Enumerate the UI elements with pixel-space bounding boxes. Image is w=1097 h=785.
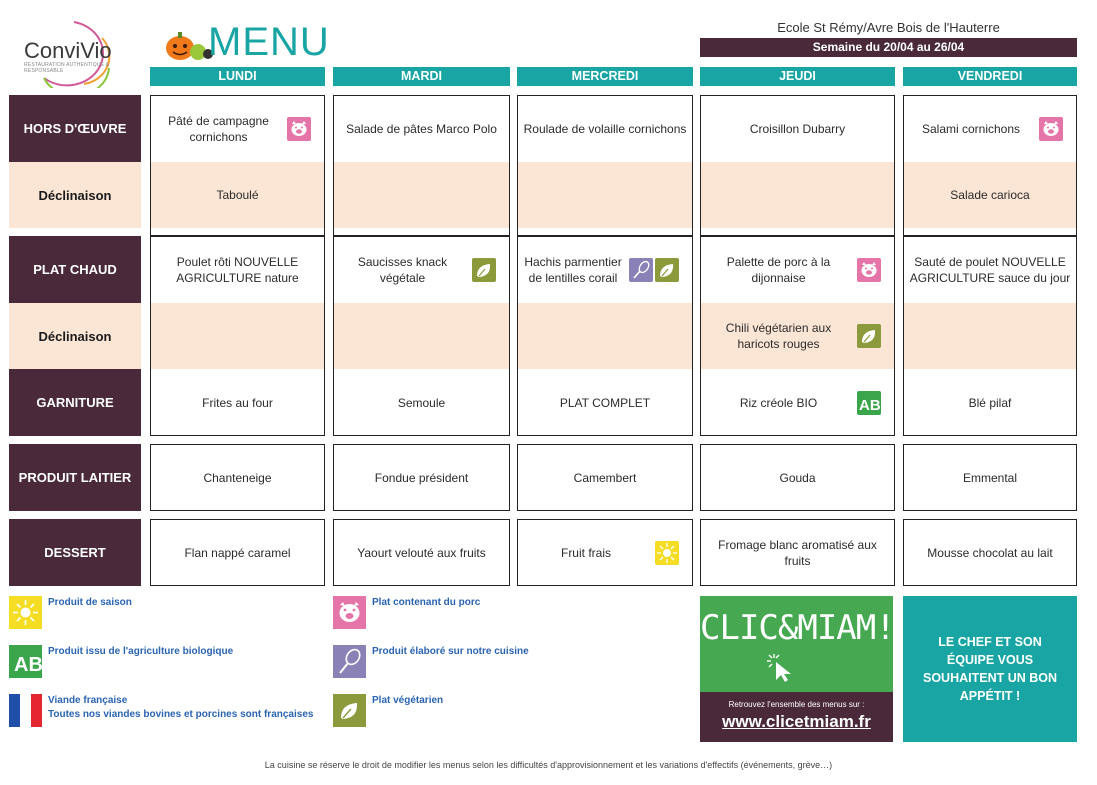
dish-name: Salade de pâtes Marco Polo [346,121,497,136]
svg-text:AB: AB [859,396,881,414]
legend-france-label [48,694,313,722]
pumpkin-icon [164,22,214,62]
menu-cell-garniture-mercredi [517,369,693,436]
dish-name: Poulet rôti NOUVELLE AGRICULTURE nature [176,254,299,285]
menu-cell-plat-chaud-declinaison-jeudi [700,303,895,369]
svg-text:AB: AB [14,654,42,676]
chef-message: LE CHEF ET SON ÉQUIPE VOUS SOUHAITENT UN BON APPÉTIT ! [903,596,1077,742]
legend-homemade-label: Produit élaboré sur notre cuisine [372,646,529,657]
dish-name: Fondue président [374,470,469,485]
legend-pork [333,596,480,629]
row-label-plat-chaud: PLAT CHAUD [9,236,141,303]
legend-pork-label: Plat contenant du porc [372,597,481,608]
pork-icon [857,258,881,282]
french-flag-icon [9,694,42,727]
legend-vegetarian [333,694,443,727]
dish-name: Chili végétarien aux haricots rouges [725,321,832,351]
dish-name: Salade carioca [950,188,1030,202]
dish-name: Chanteneige [203,470,272,485]
vegetarian-icon [857,324,881,348]
homemade-icon [333,645,366,678]
dish-name: Roulade de volaille cornichons [523,121,687,136]
menu-cell-produit-laitier-lundi [150,444,325,511]
dish-name: Camembert [573,470,637,485]
brand-name: ConviVio [24,38,112,63]
row-label-declinaison-1: Déclinaison [9,162,141,228]
day-header-lundi: LUNDI [150,67,325,86]
pork-icon [333,596,366,629]
menu-cell-hors-doeuvre-declinaison-jeudi [700,162,895,228]
menu-cell-hors-doeuvre-mercredi [517,95,693,162]
dish-name: Croisillon Dubarry [749,121,846,136]
menu-cell-dessert-jeudi [700,519,895,586]
row-label-declinaison-2: Déclinaison [9,303,141,369]
homemade-icon [629,258,653,282]
day-header-jeudi: JEUDI [700,67,895,86]
footer-disclaimer: La cuisine se réserve le droit de modifier les menus selon les difficultés d'approvisionnement et les variations d'effectifs (événements, grève…) [264,760,833,770]
legend-season [9,596,132,629]
dish-name: Frites au four [202,395,273,410]
menu-title [164,22,330,62]
menu-cell-garniture-lundi [150,369,325,436]
dish-name: Taboulé [216,188,259,202]
menu-cell-hors-doeuvre-declinaison-vendredi [903,162,1077,228]
row-label-hors-doeuvre: HORS D'ŒUVRE [9,95,141,162]
menu-cell-hors-doeuvre-declinaison-lundi [150,162,325,228]
legend-bio-label: Produit issu de l'agriculture biologique [48,646,234,657]
dish-name: Pâté de campagne cornichons [168,113,269,144]
pork-icon [1039,117,1063,141]
menu-cell-plat-chaud-mercredi [517,236,693,303]
pork-icon [287,117,311,141]
row-label-garniture: GARNITURE [9,369,141,436]
organic-icon [9,645,42,678]
legend-vegetarian-label: Plat végétarien [372,695,444,706]
organic-icon [857,391,881,415]
menu-cell-dessert-mercredi [517,519,693,586]
clicetmiam-footer [700,692,893,742]
day-header-mardi: MARDI [333,67,510,86]
convivio-logo [14,18,132,88]
menu-cell-garniture-mardi [333,369,510,436]
menu-cell-dessert-vendredi [903,519,1077,586]
cursor-icon [766,652,798,689]
menu-word: MENU [208,20,330,64]
menu-cell-hors-doeuvre-declinaison-mardi [333,162,510,228]
legend-france-line-2: Toutes nos viandes bovines et porcines sont françaises [48,709,314,720]
school-name: Ecole St Rémy/Avre Bois de l'Hauterre [777,20,1000,35]
legend-homemade [333,645,529,678]
dish-name: Yaourt velouté aux fruits [357,545,486,560]
menu-cell-dessert-mardi [333,519,510,586]
day-header-mercredi: MERCREDI [517,67,693,86]
seasonal-icon [655,541,679,565]
row-label-dessert: DESSERT [9,519,141,586]
dish-name: Gouda [779,470,816,485]
dish-name: PLAT COMPLET [559,395,651,410]
clicetmiam-title: CLIC&MIAM! [700,608,895,648]
menu-cell-plat-chaud-declinaison-mardi [333,303,510,369]
menu-cell-hors-doeuvre-mardi [333,95,510,162]
vegetarian-icon [655,258,679,282]
dish-name: Blé pilaf [968,395,1012,410]
dish-name: Riz créole BIO [739,395,818,410]
legend-season-label: Produit de saison [48,597,132,608]
dish-name: Saucisses knack végétale [357,254,448,285]
dish-name: Flan nappé caramel [184,545,291,560]
clicetmiam-subtitle: Retrouvez l'ensemble des menus sur : [728,700,865,709]
dish-name: Palette de porc à la dijonnaise [726,254,831,285]
menu-cell-hors-doeuvre-jeudi [700,95,895,162]
legend-bio [9,645,233,678]
menu-cell-produit-laitier-jeudi [700,444,895,511]
row-label-produit-laitier: PRODUIT LAITIER [9,444,141,511]
menu-cell-plat-chaud-jeudi [700,236,895,303]
dish-name: Fromage blanc aromatisé aux fruits [718,537,877,568]
menu-cell-garniture-jeudi [700,369,895,436]
legend-france-line-1: Viande française [48,695,128,706]
dish-name: Sauté de poulet NOUVELLE AGRICULTURE sauce du jour [909,254,1071,285]
dish-name: Salami cornichons [921,121,1021,136]
day-header-vendredi: VENDREDI [903,67,1077,86]
clicetmiam-banner[interactable] [700,596,893,742]
brand-tagline: RESTAURATION AUTHENTIQUE & RESPONSABLE [24,62,110,74]
menu-cell-hors-doeuvre-vendredi [903,95,1077,162]
menu-cell-produit-laitier-mercredi [517,444,693,511]
menu-cell-hors-doeuvre-declinaison-mercredi [517,162,693,228]
menu-cell-produit-laitier-vendredi [903,444,1077,511]
menu-cell-plat-chaud-lundi [150,236,325,303]
week-banner: Semaine du 20/04 au 26/04 [700,38,1077,57]
menu-cell-garniture-vendredi [903,369,1077,436]
dish-name: Emmental [962,470,1018,485]
menu-cell-plat-chaud-mardi [333,236,510,303]
menu-cell-plat-chaud-declinaison-lundi [150,303,325,369]
seasonal-icon [9,596,42,629]
clicetmiam-link[interactable]: www.clicetmiam.fr [722,712,871,731]
menu-cell-plat-chaud-declinaison-vendredi [903,303,1077,369]
dish-name: Mousse chocolat au lait [927,545,1053,560]
legend-france [9,694,313,727]
menu-cell-produit-laitier-mardi [333,444,510,511]
menu-cell-plat-chaud-vendredi [903,236,1077,303]
vegetarian-icon [333,694,366,727]
menu-cell-dessert-lundi [150,519,325,586]
vegetarian-icon [472,258,496,282]
menu-cell-plat-chaud-declinaison-mercredi [517,303,693,369]
dish-name: Fruit frais [560,545,611,560]
dish-name: Semoule [397,395,446,410]
dish-name: Hachis parmentier de lentilles corail [524,254,622,285]
menu-cell-hors-doeuvre-lundi [150,95,325,162]
